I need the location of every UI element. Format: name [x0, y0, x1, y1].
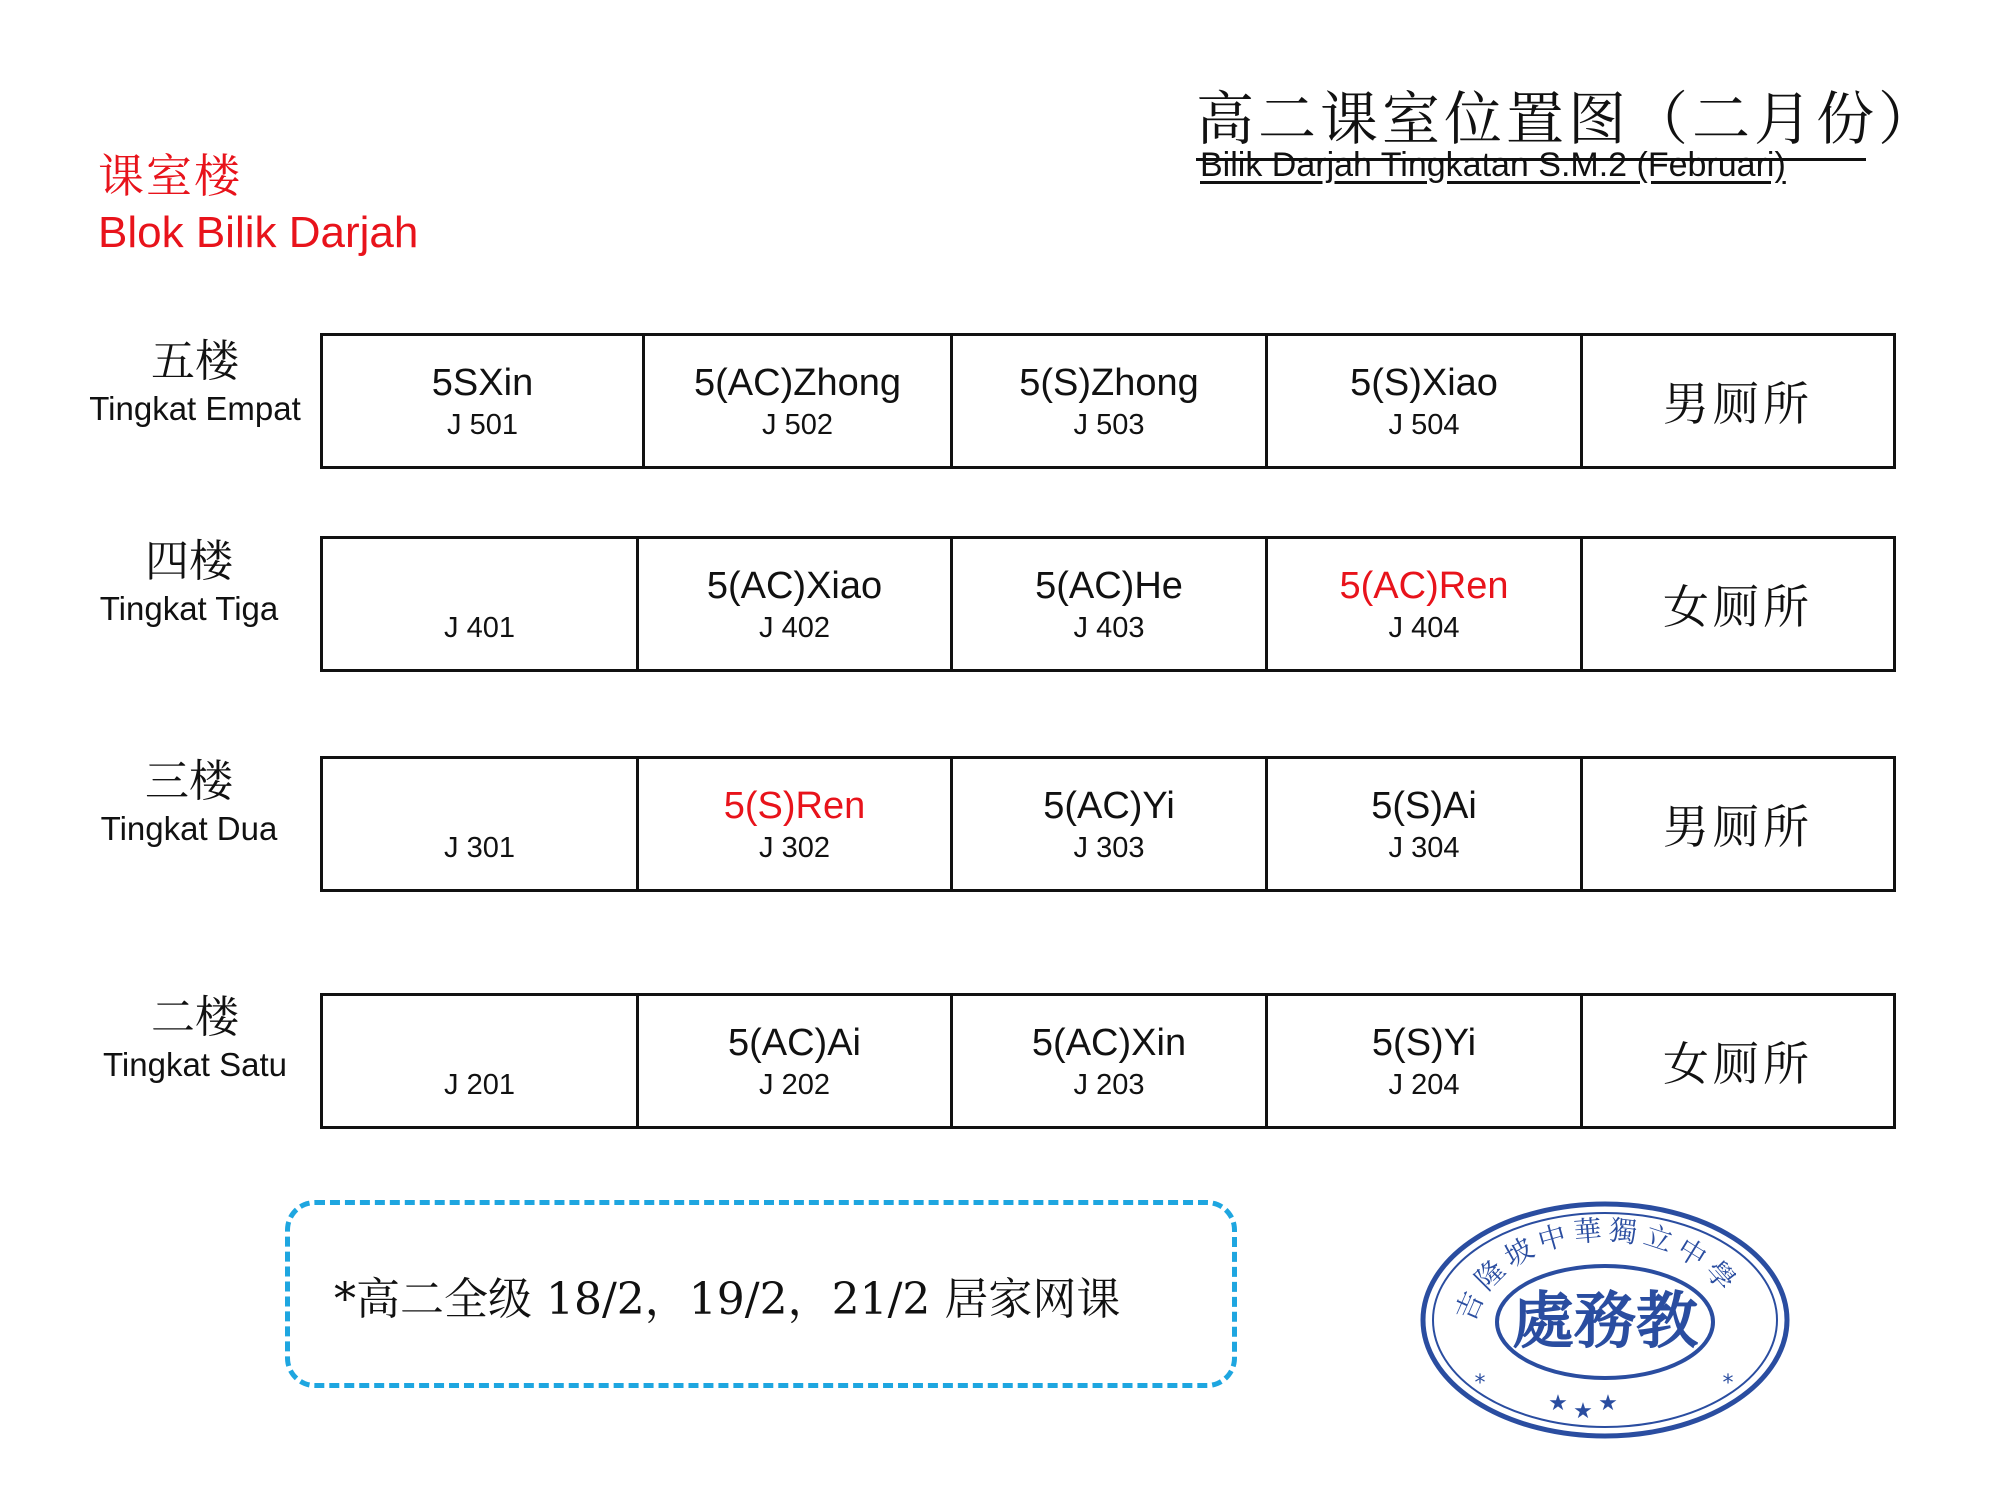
asterisk-icon: *: [1474, 1371, 1486, 1396]
asterisk-icon: *: [1722, 1371, 1734, 1396]
room-cell: [639, 996, 953, 1126]
star-icon: ★: [1598, 1391, 1618, 1416]
floor-label-chinese: 三楼: [145, 756, 233, 807]
room-number: J 502: [762, 409, 833, 441]
room-number: J 402: [759, 612, 830, 644]
online-class-note-box: [285, 1200, 1237, 1388]
floor-label-malay: Tingkat Dua: [100, 810, 278, 847]
room-cell: [1268, 336, 1583, 466]
room-cell: [1268, 759, 1583, 889]
block-title-malay: Blok Bilik Darjah: [98, 208, 419, 257]
class-name: 5(S)Zhong: [1019, 362, 1199, 404]
class-name: 5(AC)Zhong: [694, 362, 901, 404]
class-name: 5(AC)Xin: [1031, 1022, 1187, 1064]
class-name: 5(S)Yi: [1371, 1022, 1477, 1064]
floor-label-malay: Tingkat Satu: [102, 1046, 288, 1083]
toilet-label: 男厕所: [1663, 800, 1813, 854]
class-name: 5(S)Ai: [1371, 785, 1477, 827]
room-cell: [645, 336, 953, 466]
class-name: 5(AC)He: [1035, 565, 1183, 607]
room-cell: [323, 539, 639, 669]
toilet-cell: [1583, 539, 1893, 669]
room-cell: [323, 996, 639, 1126]
room-number: J 201: [444, 1069, 515, 1101]
room-number: J 404: [1388, 612, 1460, 644]
room-number: J 202: [759, 1069, 830, 1101]
room-number: J 204: [1388, 1069, 1460, 1101]
room-cell: [323, 759, 639, 889]
page-title-malay: Bilik Darjah Tingkatan S.M.2 (Februari): [1200, 146, 1786, 184]
block-title-chinese: 课室楼: [98, 149, 242, 203]
room-number: J 302: [759, 832, 830, 864]
floor-row-5: [320, 333, 1896, 469]
room-cell: [1268, 996, 1583, 1126]
floor-label-chinese: 四楼: [145, 536, 233, 587]
floor-label-2: [70, 992, 320, 1086]
floor-row-2: [320, 993, 1896, 1129]
floor-label-chinese: 五楼: [151, 336, 239, 387]
room-number: J 501: [447, 409, 518, 441]
toilet-label: 女厕所: [1663, 1037, 1813, 1091]
room-cell: [1268, 539, 1583, 669]
stamp-ring-text: 吉隆坡中華獨立中學: [1448, 1213, 1747, 1326]
page-title-chinese: 高二课室位置图（二月份）: [1196, 72, 1866, 161]
room-number: J 503: [1073, 409, 1145, 441]
toilet-label: 女厕所: [1663, 580, 1813, 634]
room-number: J 301: [444, 832, 515, 864]
room-cell: [639, 539, 953, 669]
room-cell: [639, 759, 953, 889]
room-number: J 304: [1388, 832, 1460, 864]
floor-label-malay: Tingkat Tiga: [99, 590, 279, 627]
floor-label-chinese: 二楼: [151, 992, 239, 1043]
floor-label-malay: Tingkat Empat: [89, 390, 301, 427]
toilet-label: 男厕所: [1663, 377, 1813, 431]
room-number: J 403: [1073, 612, 1145, 644]
floor-label-4: [64, 536, 314, 630]
class-name: 5SXin: [431, 362, 534, 404]
room-cell: [953, 759, 1268, 889]
toilet-cell: [1583, 996, 1893, 1126]
class-name: 5(AC)Ren: [1339, 565, 1509, 607]
class-name: 5(AC)Xiao: [706, 565, 883, 607]
room-cell: [323, 336, 645, 466]
star-icon: ★: [1573, 1399, 1593, 1424]
room-number: J 303: [1073, 832, 1145, 864]
class-name: 5(S)Ren: [723, 785, 866, 827]
class-name: 5(AC)Yi: [1043, 785, 1175, 827]
room-number: J 504: [1388, 409, 1460, 441]
stamp-center-text: 處務教: [1511, 1284, 1699, 1357]
toilet-cell: [1583, 759, 1893, 889]
school-seal-stamp: [1418, 1200, 1792, 1440]
class-name: 5(S)Xiao: [1350, 362, 1498, 404]
toilet-cell: [1583, 336, 1893, 466]
floor-label-3: [64, 756, 314, 850]
room-number: J 203: [1073, 1069, 1145, 1101]
room-cell: [953, 539, 1268, 669]
room-cell: [953, 336, 1268, 466]
floor-row-3: [320, 756, 1896, 892]
floor-label-5: [70, 336, 320, 430]
class-name: 5(AC)Ai: [727, 1022, 862, 1064]
room-number: J 401: [444, 612, 515, 644]
room-cell: [953, 996, 1268, 1126]
star-icon: ★: [1548, 1391, 1568, 1416]
floor-row-4: [320, 536, 1896, 672]
online-class-note: *高二全级 18/2，19/2，21/2 居家网课: [334, 1274, 1121, 1325]
